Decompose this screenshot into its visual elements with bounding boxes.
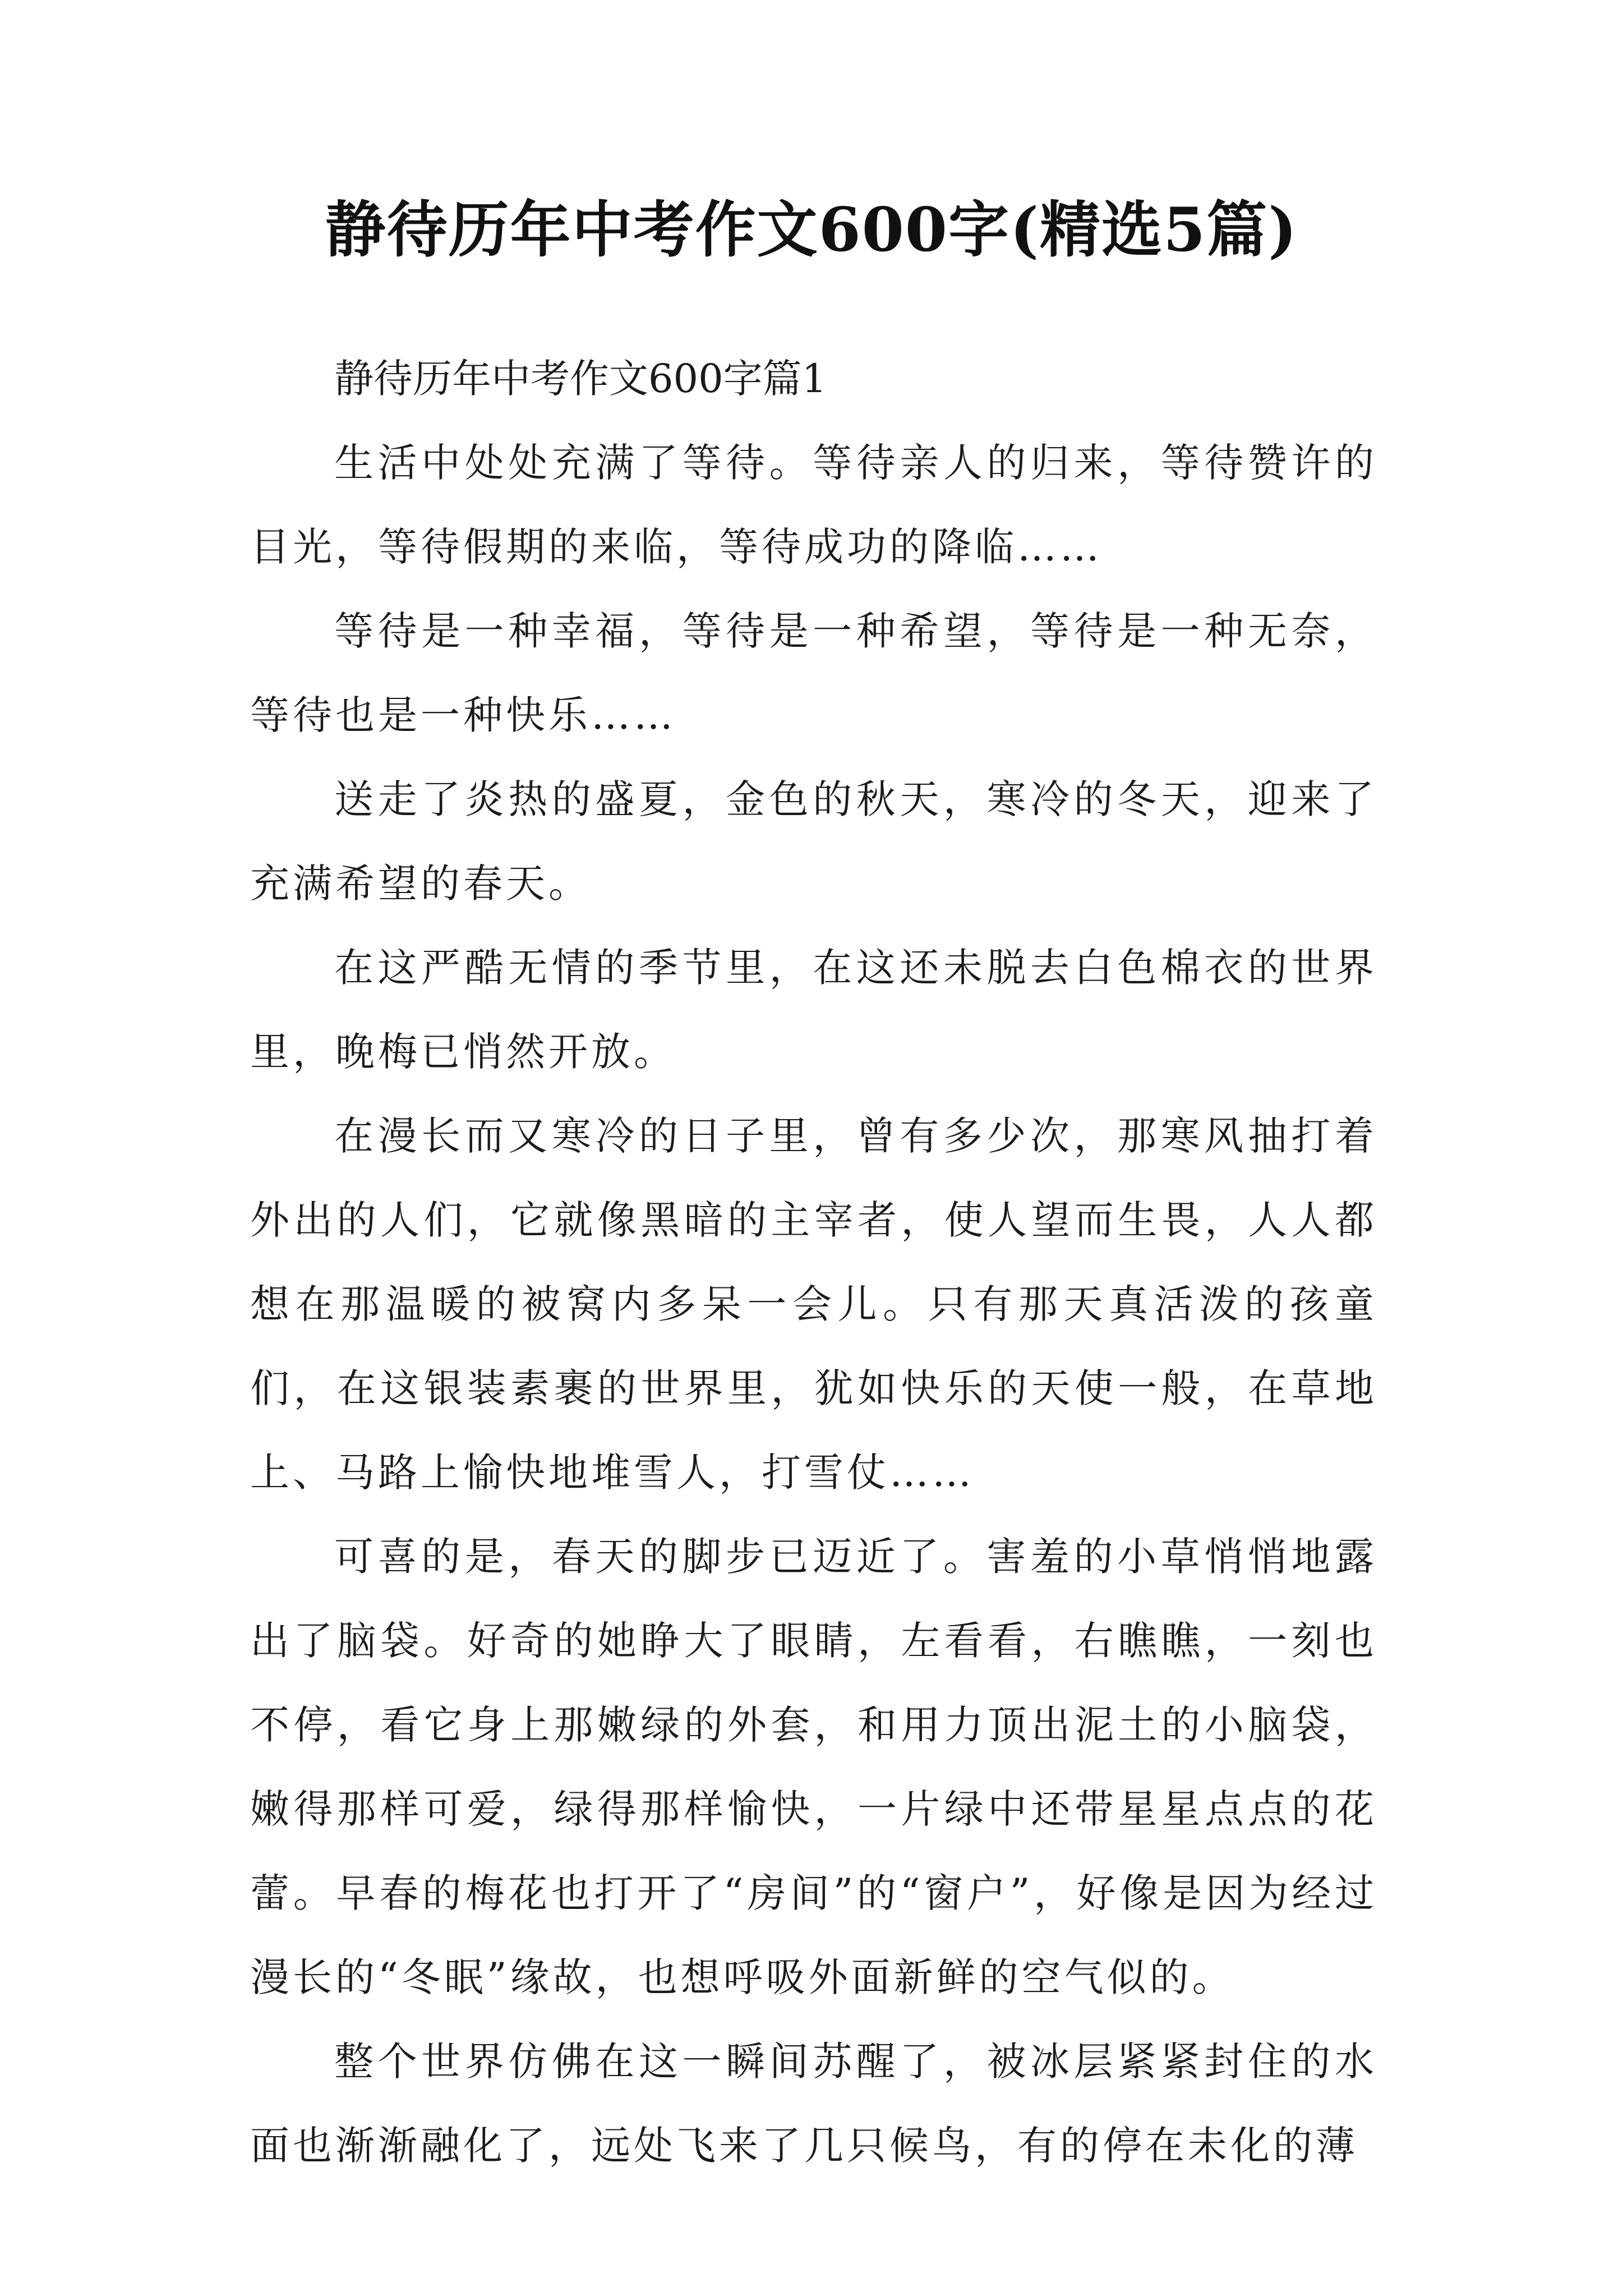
paragraph-2: 等待是一种幸福，等待是一种希望，等待是一种无奈，等待也是一种快乐…… bbox=[250, 608, 1377, 738]
paragraph-3: 送走了炎热的盛夏，金色的秋天，寒冷的冬天，迎来了充满希望的春天。 bbox=[250, 776, 1377, 907]
paragraph-1: 生活中处处充满了等待。等待亲人的归来，等待赞许的目光，等待假期的来临，等待成功的降临…… bbox=[250, 440, 1377, 570]
paragraph-4: 在这严酷无情的季节里，在这还未脱去白色棉衣的世界里，晚梅已悄然开放。 bbox=[250, 945, 1377, 1075]
paragraph-6: 可喜的是，春天的脚步已迈近了。害羞的小草悄悄地露出了脑袋。好奇的她睁大了眼睛，左看看，右瞧瞧，一刻也不停，看它身上那嫩绿的外套，和用力顶出泥土的小脑袋，嫩得那样可爱，绿得那样愉快，一片绿中还带星星点点的花蕾。早春的梅花也打开了“房间”的“窗户”，好像是因为经过漫长的“冬眠”缘故，也想呼吸外面新鲜的空气似的。 bbox=[250, 1534, 1377, 2000]
section-heading: 静待历年中考作文600字篇1 bbox=[334, 356, 827, 402]
paragraph-7: 整个世界仿佛在这一瞬间苏醒了，被冰层紧紧封住的水面也渐渐融化了，远处飞来了几只候鸟，有的停在未化的薄 bbox=[250, 2039, 1377, 2169]
document-body bbox=[250, 337, 1377, 2188]
document-title: 静待历年中考作文600字(精选5篇) bbox=[325, 195, 1298, 265]
paragraph-5: 在漫长而又寒冷的日子里，曾有多少次，那寒风抽打着外出的人们，它就像黑暗的主宰者，使人望而生畏，人人都想在那温暖的被窝内多呆一会儿。只有那天真活泼的孩童们，在这银装素裹的世界里，犹如快乐的天使一般，在草地上、马路上愉快地堆雪人，打雪仗…… bbox=[250, 1113, 1377, 1496]
